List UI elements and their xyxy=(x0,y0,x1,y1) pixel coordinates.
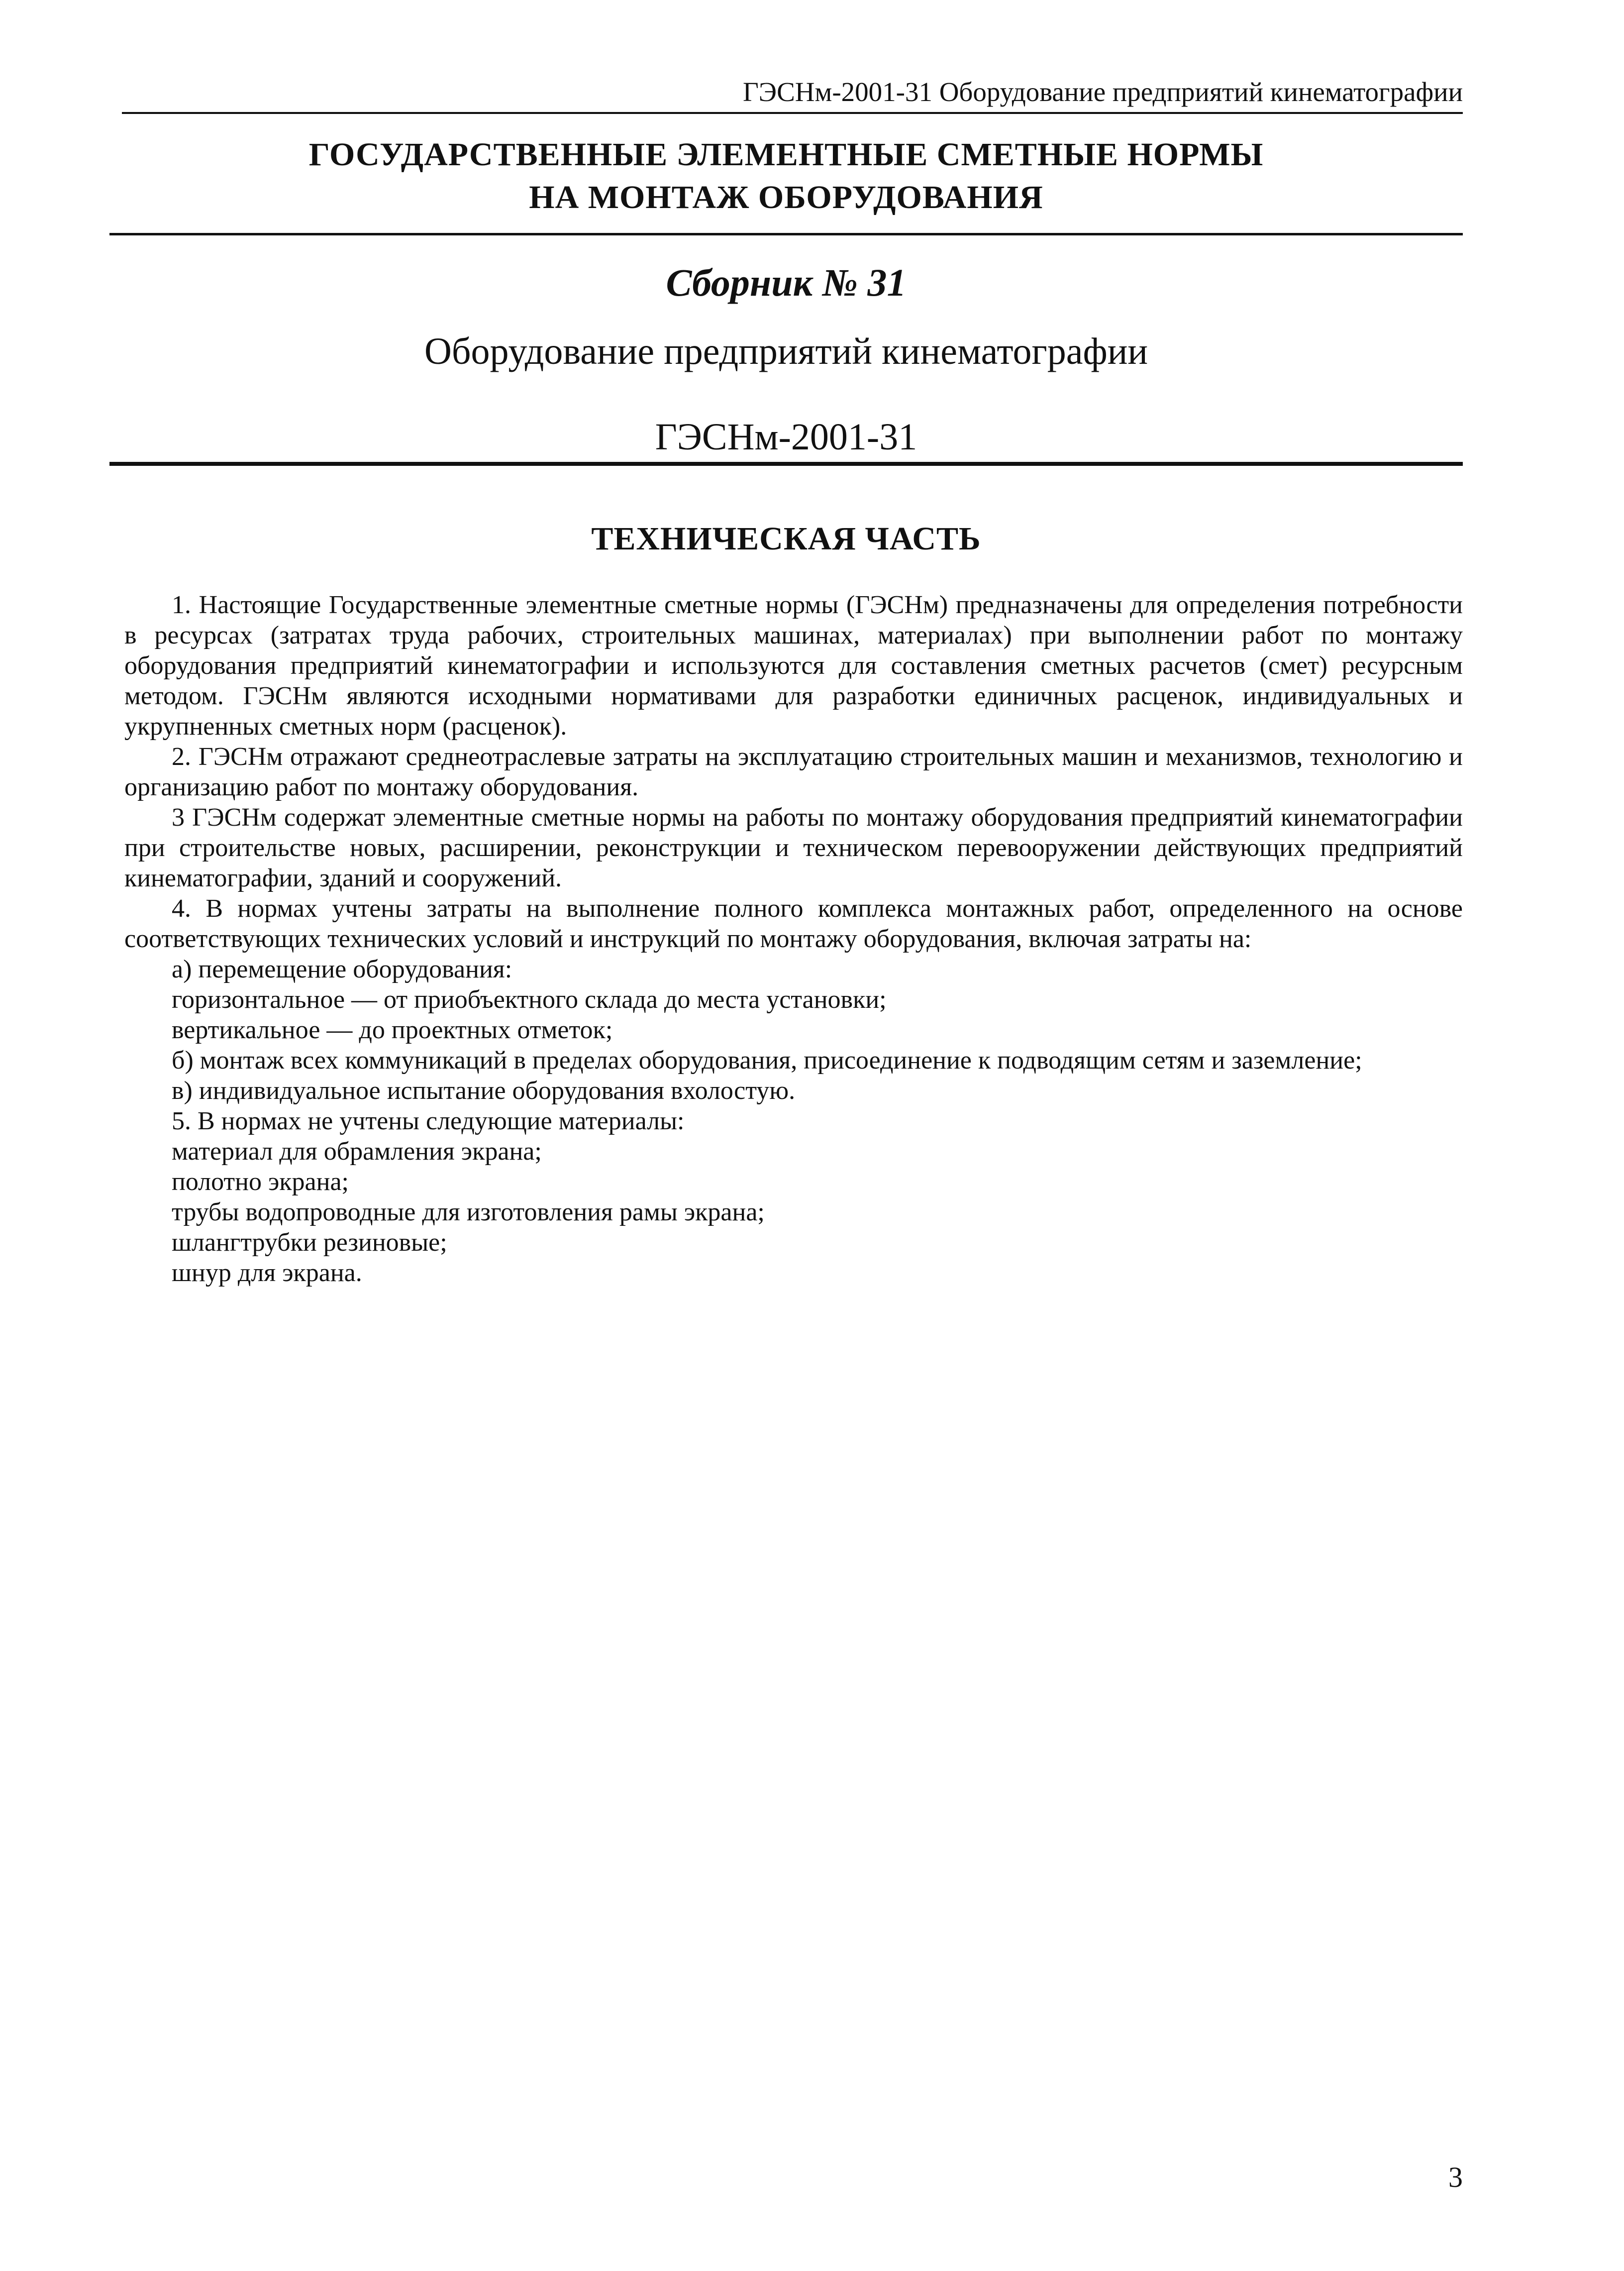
document-title xyxy=(109,133,1463,219)
body-text xyxy=(124,590,1463,1288)
list-item: а) перемещение оборудования: xyxy=(172,955,512,983)
paragraph-3: 3 ГЭСНм содержат элементные сметные нормы на работы по монтажу оборудования предприятий кинематографии при строительстве новых, расширении, реконструкции и техническом перевооружении действующих предприятий кинематографии, зданий и сооружений. xyxy=(124,803,1463,892)
paragraph-4: 4. В нормах учтены затраты на выполнение полного комплекса монтажных работ, определенного на основе соответствующих технических условий и инструкций по монтажу оборудования, включая затраты на: xyxy=(124,894,1463,953)
document-title-line-2: НА МОНТАЖ ОБОРУДОВАНИЯ xyxy=(529,179,1043,216)
section-title: ТЕХНИЧЕСКАЯ ЧАСТЬ xyxy=(591,521,981,557)
page-number: 3 xyxy=(1448,2161,1463,2193)
collection-title: Сборник № 31 xyxy=(666,261,907,304)
list-item: б) монтаж всех коммуникаций в пределах оборудования, присоединение к подводящим сетям и заземление; xyxy=(172,1046,1362,1075)
paragraph-2: 2. ГЭСНм отражают среднеотраслевые затраты на эксплуатацию строительных машин и механизмов, технологию и организацию работ по монтажу оборудования. xyxy=(124,743,1463,801)
document-title-line-1: ГОСУДАРСТВЕННЫЕ ЭЛЕМЕНТНЫЕ СМЕТНЫЕ НОРМЫ xyxy=(308,136,1264,173)
list-item: материал для обрамления экрана; xyxy=(172,1137,542,1166)
list-item: вертикальное — до проектных отметок; xyxy=(172,1016,613,1044)
list-item: шлангтрубки резиновые; xyxy=(172,1228,447,1257)
running-header: ГЭСНм-2001-31 Оборудование предприятий кинематографии xyxy=(743,77,1463,107)
header-rule xyxy=(122,112,1463,114)
paragraph-1: 1. Настоящие Государственные элементные сметные нормы (ГЭСНм) предназначены для определения потребности в ресурсах (затратах труда рабочих, строительных машинах, материалах) при выполнении работ по монтажу оборудования предприятий кинематографии и используются для составления сметных расчетов (смет) ресурсным методом. ГЭСНм являются исходными нормативами для разработки единичных расценок, индивидуальных и укрупненных сметных норм (расценок). xyxy=(124,591,1463,741)
title-rule xyxy=(109,233,1463,235)
collection-subtitle: Оборудование предприятий кинематографии xyxy=(424,330,1148,372)
code-rule xyxy=(109,462,1463,466)
list-item: в) индивидуальное испытание оборудования вхолостую. xyxy=(172,1077,796,1105)
list-item: трубы водопроводные для изготовления рамы экрана; xyxy=(172,1198,765,1226)
collection-code: ГЭСНм-2001-31 xyxy=(655,416,917,458)
paragraph-5: 5. В нормах не учтены следующие материалы: xyxy=(172,1107,685,1135)
list-item: шнур для экрана. xyxy=(172,1259,362,1287)
list-item: полотно экрана; xyxy=(172,1168,349,1196)
list-item: горизонтальное — от приобъектного склада до места установки; xyxy=(172,985,887,1014)
